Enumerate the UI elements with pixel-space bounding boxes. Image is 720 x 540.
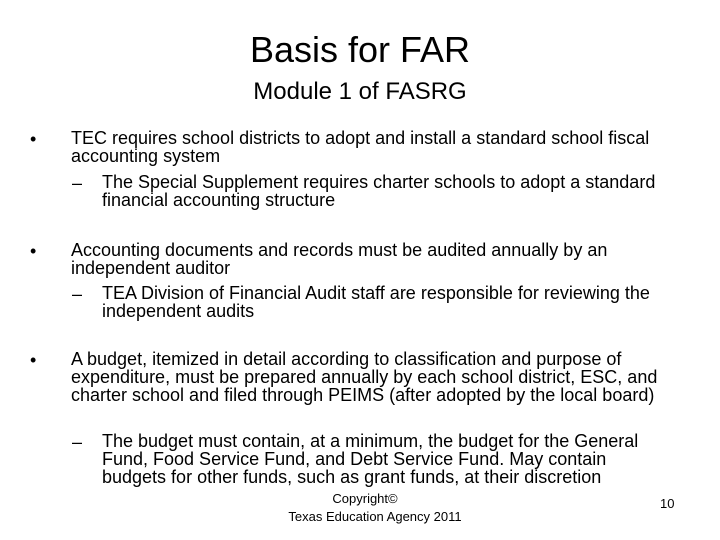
page-subtitle: Module 1 of FASRG [253,78,467,105]
bullet-2: • [30,241,37,261]
list-item-3-sub: The budget must contain, at a minimum, the budget for the General Fund, Food Service Fund, and Debt Service Fund. May contain budgets for other funds, such as grant funds, at their discretion [102,431,639,487]
page-number: 10 [660,496,675,511]
sub-dash-1: – [72,173,83,193]
footer-copyright: Copyright© [332,491,398,506]
footer-agency: Texas Education Agency 2011 [288,509,462,524]
page-title: Basis for FAR [249,29,471,70]
list-item-2-sub: TEA Division of Financial Audit staff are responsible for reviewing the independent audits [102,283,650,321]
list-item-3-text: A budget, itemized in detail according to classification and purpose of expenditure, must be prepared annually by each school district, ESC, and charter school and filed through PEIMS (after adopted by the local board) [71,349,658,405]
sub-dash-3: – [72,432,83,452]
bullet-1: • [30,129,37,149]
list-item-1-text: TEC requires school districts to adopt and install a standard school fiscal accounting system [71,128,650,166]
list-item-2-text: Accounting documents and records must be audited annually by an independent auditor [71,240,608,278]
bullet-3: • [30,350,37,370]
sub-dash-2: – [72,284,83,304]
list-item-1-sub: The Special Supplement requires charter schools to adopt a standard financial accounting structure [102,172,656,210]
